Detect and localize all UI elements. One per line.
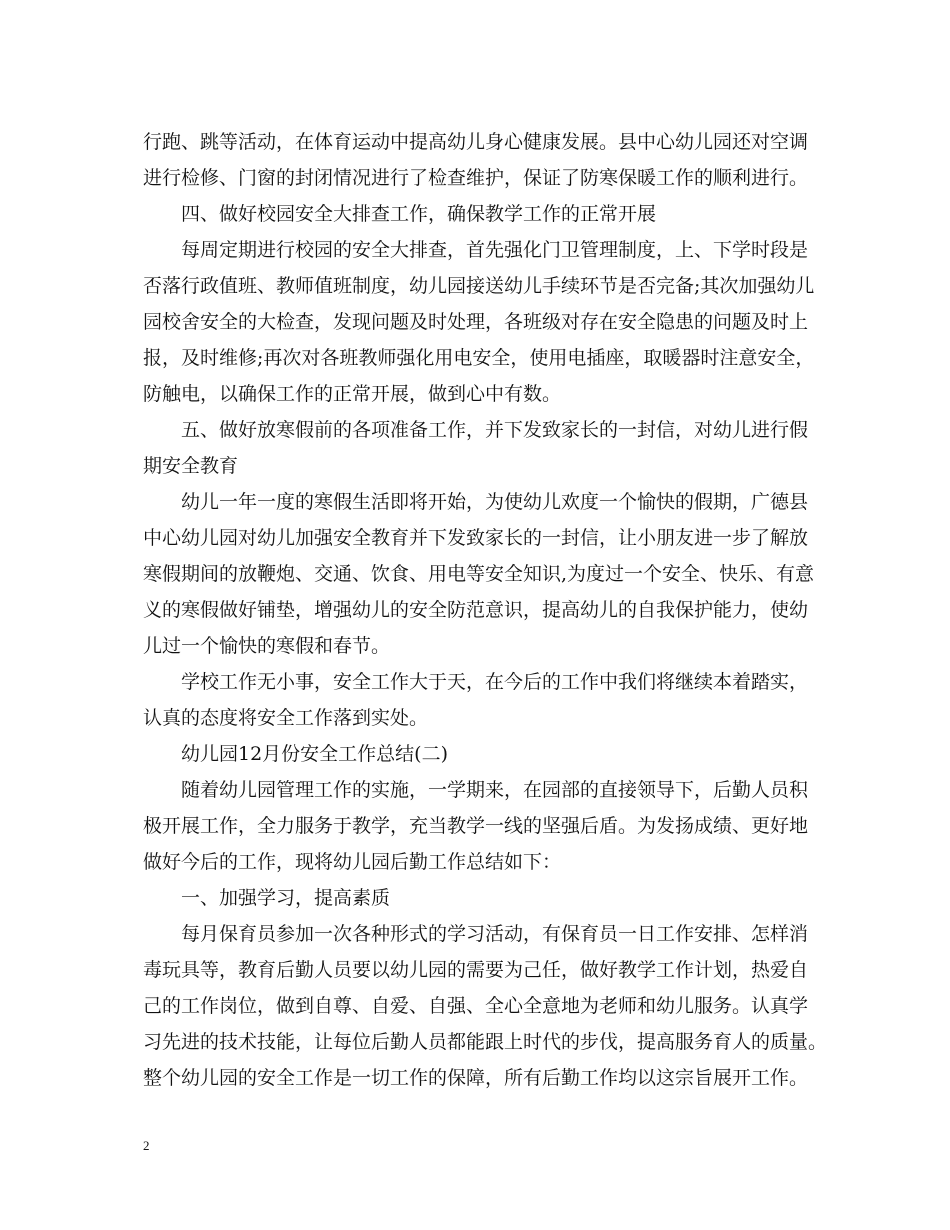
text-line: 幼儿一年一度的寒假生活即将开始，为使幼儿欢度一个愉快的假期，广德县	[181, 491, 809, 513]
text-line: 习先进的技术技能，让每位后勤人员都能跟上时代的步伐，提高服务育人的质量。	[143, 1031, 828, 1053]
text-line: 每月保育员参加一次各种形式的学习活动，有保育员一日工作安排、怎样消	[181, 923, 809, 945]
text-line: 做好今后的工作，现将幼儿园后勤工作总结如下：	[143, 851, 562, 873]
section-heading-continuation: 期安全教育	[143, 455, 239, 477]
section-heading: 四、做好校园安全大排查工作，确保教学工作的正常开展	[181, 203, 657, 225]
text-line: 否落行政值班、教师值班制度，幼儿园接送幼儿手续环节是否完备;其次加强幼儿	[143, 275, 815, 297]
page-number: 2	[143, 1138, 150, 1153]
text-line: 认真的态度将安全工作落到实处。	[143, 707, 429, 729]
text-line: 寒假期间的放鞭炮、交通、饮食、用电等安全知识,为度过一个安全、快乐、有意	[143, 563, 815, 585]
text-line: 极开展工作，全力服务于教学，充当教学一线的坚强后盾。为发扬成绩、更好地	[143, 815, 809, 837]
section-heading: 五、做好放寒假前的各项准备工作，并下发致家长的一封信，对幼儿进行假	[181, 419, 809, 441]
text-line: 园校舍安全的大检查，发现问题及时处理，各班级对存在安全隐患的问题及时上	[143, 311, 809, 333]
text-line: 义的寒假做好铺垫，增强幼儿的安全防范意识，提高幼儿的自我保护能力，使幼	[143, 599, 809, 621]
text-line: 行跑、跳等活动，在体育运动中提高幼儿身心健康发展。县中心幼儿园还对空调	[143, 131, 809, 153]
text-line: 随着幼儿园管理工作的实施，一学期来，在园部的直接领导下，后勤人员积	[181, 779, 809, 801]
text-line: 报，及时维修;再次对各班教师强化用电安全，使用电插座，取暖器时注意安全，	[143, 347, 815, 369]
text-line: 进行检修、门窗的封闭情况进行了检查维护，保证了防寒保暖工作的顺利进行。	[143, 167, 809, 189]
document-subtitle: 幼儿园12月份安全工作总结(二)	[181, 743, 449, 765]
text-line: 己的工作岗位，做到自尊、自爱、自强、全心全意地为老师和幼儿服务。认真学	[143, 995, 809, 1017]
section-heading: 一、加强学习，提高素质	[181, 887, 391, 909]
text-line: 每周定期进行校园的安全大排查，首先强化门卫管理制度，上、下学时段是	[181, 239, 809, 261]
text-line: 中心幼儿园对幼儿加强安全教育并下发致家长的一封信，让小朋友进一步了解放	[143, 527, 809, 549]
text-line: 整个幼儿园的安全工作是一切工作的保障，所有后勤工作均以这宗旨展开工作。	[143, 1067, 809, 1089]
text-line: 儿过一个愉快的寒假和春节。	[143, 635, 391, 657]
text-line: 学校工作无小事，安全工作大于天，在今后的工作中我们将继续本着踏实，	[181, 671, 809, 693]
text-line: 防触电，以确保工作的正常开展，做到心中有数。	[143, 383, 562, 405]
text-line: 毒玩具等，教育后勤人员要以幼儿园的需要为己任，做好教学工作计划，热爱自	[143, 959, 809, 981]
